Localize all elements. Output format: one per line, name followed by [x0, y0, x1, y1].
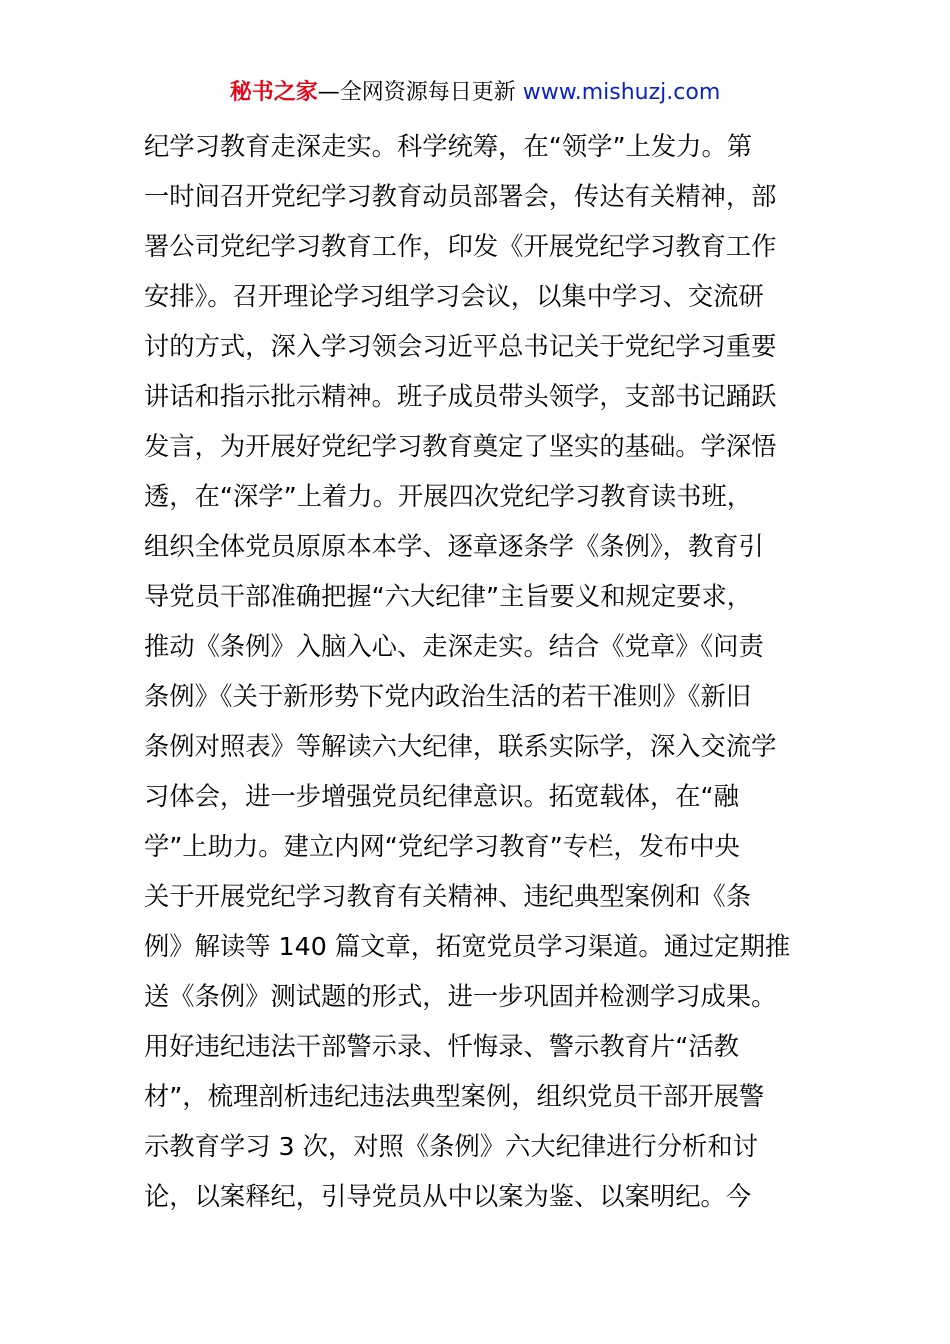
document-body — [144, 122, 814, 1222]
text-line: 组织全体党员原原本本学、逐章逐条学《条例》，教育引 — [144, 532, 764, 561]
text-line: 安排》。召开理论学习组学习会议，以集中学习、交流研 — [144, 282, 764, 311]
text-line: 署公司党纪学习教育工作，印发《开展党纪学习教育工作 — [144, 232, 777, 261]
text-line: 条例对照表》等解读六大纪律，联系实际学，深入交流学 — [144, 732, 777, 761]
text-line: 例》解读等 140 篇文章，拓宽党员学习渠道。通过定期推 — [144, 932, 791, 961]
text-line: 讨的方式，深入学习领会习近平总书记关于党纪学习重要 — [144, 332, 777, 361]
site-url-link[interactable]: www.mishuzj.com — [522, 80, 721, 105]
text-line: 一时间召开党纪学习教育动员部署会，传达有关精神，部 — [144, 182, 777, 211]
text-line: 导党员干部准确把握“六大纪律”主旨要义和规定要求， — [144, 582, 753, 611]
text-line: 论，以案释纪，引导党员从中以案为鉴、以案明纪。今 — [144, 1182, 752, 1211]
text-line: 关于开展党纪学习教育有关精神、违纪典型案例和《条 — [144, 882, 752, 911]
header-tagline: —全网资源每日更新 — [317, 80, 516, 105]
text-line: 条例》《关于新形势下党内政治生活的若干准则》《新旧 — [144, 682, 752, 711]
text-line: 推动《条例》入脑入心、走深走实。结合《党章》《问责 — [144, 632, 764, 661]
text-line: 习体会，进一步增强党员纪律意识。拓宽载体，在“融 — [144, 782, 739, 811]
site-header — [0, 78, 950, 108]
text-line: 学”上助力。建立内网“党纪学习教育”专栏，发布中央 — [144, 832, 740, 861]
text-line: 材”，梳理剖析违纪违法典型案例，组织党员干部开展警 — [144, 1082, 765, 1111]
brand-name: 秘书之家 — [229, 80, 318, 105]
text-line: 发言，为开展好党纪学习教育奠定了坚实的基础。学深悟 — [144, 432, 777, 461]
text-line: 讲话和指示批示精神。班子成员带头领学，支部书记踊跃 — [144, 382, 777, 411]
text-line: 示教育学习 3 次，对照《条例》六大纪律进行分析和讨 — [144, 1132, 759, 1161]
text-line: 纪学习教育走深走实。科学统筹，在“领学”上发力。第 — [144, 132, 753, 161]
text-line: 透，在“深学”上着力。开展四次党纪学习教育读书班， — [144, 482, 753, 511]
text-line: 用好违纪违法干部警示录、忏悔录、警示教育片“活教 — [144, 1032, 739, 1061]
text-line: 送《条例》测试题的形式，进一步巩固并检测学习成果。 — [144, 982, 777, 1011]
